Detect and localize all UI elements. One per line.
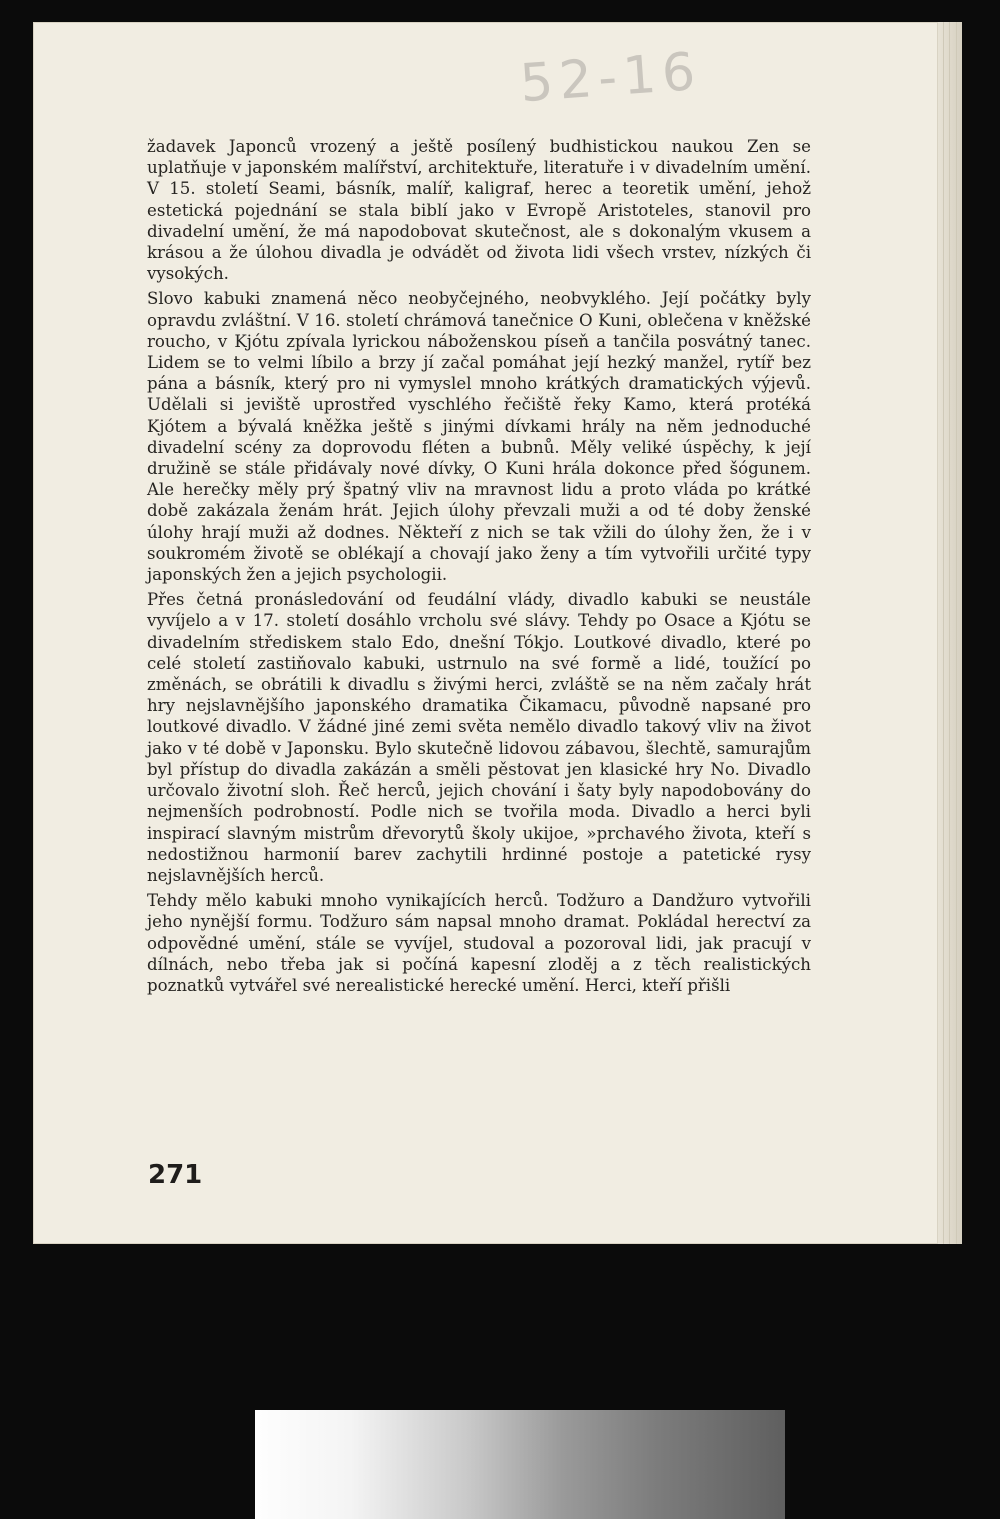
page-edge [938,22,962,1244]
page-edge-line [949,22,950,1244]
page-number: 271 [148,1160,203,1190]
page-edge-line [943,22,944,1244]
calibration-strip [255,1410,785,1519]
body-text [147,136,811,1000]
paragraph: Slovo kabuki znamená něco neobyčejného, neobvyklého. Její počátky byly opravdu zvláštní. V 16. století chrámová tanečnice O Kuni, oblečena v kněžské roucho, v Kjótu zpívala lyrickou náboženskou píseň a tančila posvátný tanec. Lidem se to velmi líbilo a brzy jí začal pomáhat její hezký manžel, rytíř bez pána a básník, který pro ni vymyslel mnoho krátkých dramatických výjevů. Udělali si jeviště uprostřed vyschlého řečiště řeky Kamo, která protéká Kjótem a bývalá kněžka ještě s jinými dívkami hrály na něm jednoduché divadelní scény za doprovodu fléten a bubnů. Měly veliké úspěchy, k její družině se stále přidávaly nové dívky, O Kuni hrála dokonce před šógunem. Ale herečky měly prý špatný vliv na mravnost lidu a proto vláda po krátké době zakázala ženám hrát. Jejich úlohy převzali muži a od té doby ženské úlohy hrají muži až dodnes. Někteří z nich se tak vžili do úlohy žen, že i v soukromém životě se oblékají a chovají jako ženy a tím vytvořili určité typy japonských žen a jejich psychologii. [147,289,811,585]
paragraph: Přes četná pronásledování od feudální vlády, divadlo kabuki se neustále vyvíjelo a v 17. století dosáhlo vrcholu své slávy. Tehdy po Osace a Kjótu se divadelním střediskem stalo Edo, dnešní Tókjo. Loutkové divadlo, které po celé století zastiňovalo kabuki, ustrnulo na své formě a lidé, toužící po změnách, se obrátili k divadlu s živými herci, zvláště se na něm začaly hrát hry nejslavnějšího japonského dramatika Čikamacu, původně napsané pro loutkové divadlo. V žádné jiné zemi světa nemělo divadlo takový vliv na život jako v té době v Japonsku. Bylo skutečně lidovou zábavou, šlechtě, samurajům byl přístup do divadla zakázán a směli pěstovat jen klasické hry No. Divadlo určovalo životní sloh. Řeč herců, jejich chování i šaty byly napodobovány do nejmenších podrobností. Podle nich se tvořila moda. Divadlo a herci byli inspirací slavným mistrům dřevorytů školy ukijoe, »prchavého života, kteří s nedostižnou harmonií barev zachytili hrdinné postoje a patetické rysy nejslavnějších herců. [147,590,811,885]
handwritten-note: 52-16 [518,41,703,115]
paragraph: Tehdy mělo kabuki mnoho vynikajících herců. Todžuro a Dandžuro vytvořili jeho nynější formu. Todžuro sám napsal mnoho dramat. Pokládal herectví za odpovědné umění, stále se vyvíjel, studoval a pozoroval lidi, jak pracují v dílnách, nebo třeba jak si počíná kapesní zloděj a z těch realistických poznatků vytvářel své nerealistické herecké umění. Herci, kteří přišli [147,891,811,995]
paragraph: žadavek Japonců vrozený a ještě posílený budhistickou naukou Zen se uplatňuje v japonském malířství, architektuře, literatuře i v divadelním umění. V 15. století Seami, básník, malíř, kaligraf, herec a teoretik umění, jehož estetická pojednání se stala biblí jako v Evropě Aristoteles, stanovil pro divadelní umění, že má napodobovat skutečnost, ale s dokonalým vkusem a krásou a že úlohou divadla je odvádět od života lidi všech vrstev, nízkých či vysokých. [147,137,811,284]
page-edge-line [956,22,957,1244]
